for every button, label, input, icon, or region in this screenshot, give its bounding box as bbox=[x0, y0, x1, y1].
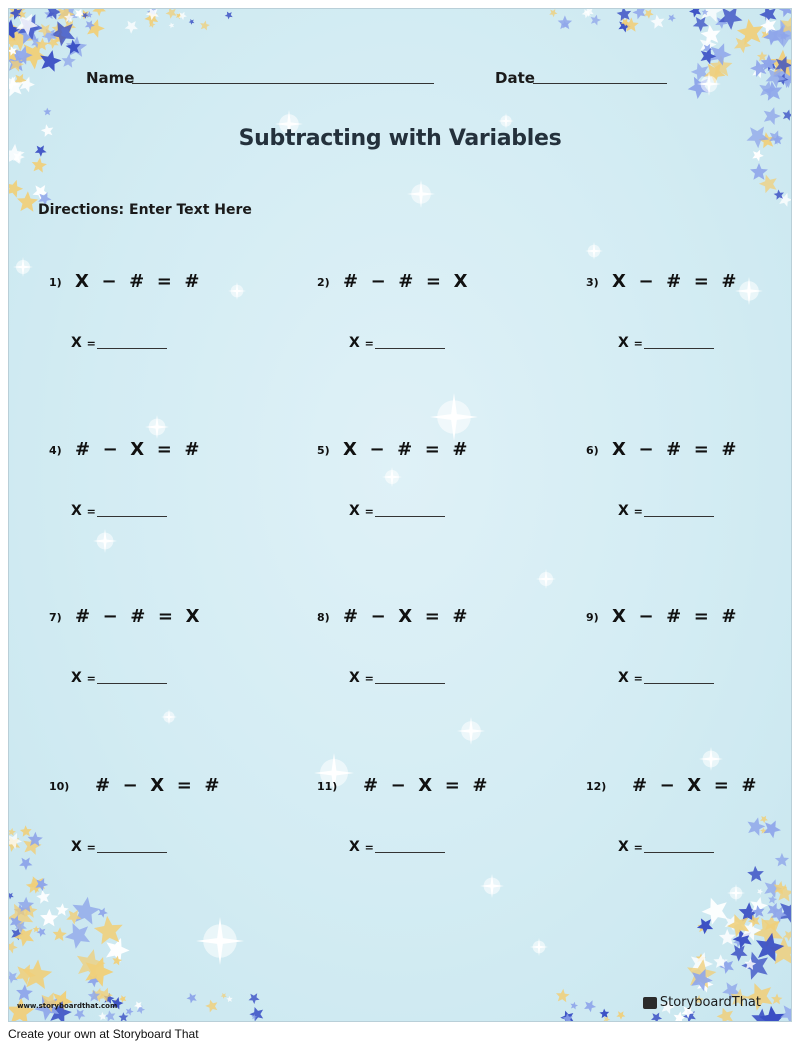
problem-3 bbox=[586, 271, 792, 411]
term-b: # bbox=[666, 606, 682, 627]
star-icon bbox=[225, 12, 233, 20]
equals-sign: = bbox=[156, 271, 172, 292]
term-b: # bbox=[666, 439, 682, 460]
minus-sign: − bbox=[638, 606, 654, 627]
term-c: # bbox=[721, 271, 737, 292]
star-icon bbox=[166, 9, 177, 19]
star-icon bbox=[650, 15, 664, 29]
star-icon bbox=[710, 43, 732, 65]
answer-label bbox=[71, 335, 96, 351]
star-icon bbox=[556, 989, 570, 1002]
equation bbox=[343, 271, 467, 292]
term-a: X bbox=[612, 439, 626, 460]
star-icon bbox=[616, 1011, 625, 1020]
answer-line[interactable] bbox=[97, 348, 167, 349]
answer-label bbox=[71, 839, 96, 855]
answer-line[interactable] bbox=[644, 516, 714, 517]
problem-number: 3) bbox=[586, 276, 599, 289]
minus-sign: − bbox=[370, 606, 386, 627]
equals-sign: = bbox=[713, 775, 729, 796]
sparkle-icon bbox=[13, 257, 33, 277]
term-c: # bbox=[204, 775, 220, 796]
equation bbox=[363, 775, 487, 796]
term-a: X bbox=[343, 439, 357, 460]
problem-10 bbox=[49, 775, 309, 915]
star-icon bbox=[32, 158, 47, 173]
answer-variable: X bbox=[618, 839, 629, 855]
star-icon bbox=[43, 108, 51, 116]
term-b: # bbox=[398, 271, 414, 292]
minus-sign: − bbox=[370, 271, 386, 292]
problem-number: 7) bbox=[49, 611, 62, 624]
star-icon bbox=[750, 163, 768, 180]
minus-sign: − bbox=[122, 775, 138, 796]
star-icon bbox=[741, 952, 768, 980]
star-icon bbox=[778, 9, 791, 17]
star-icon bbox=[9, 828, 16, 836]
star-icon bbox=[693, 17, 709, 32]
answer-variable: X bbox=[618, 335, 629, 351]
answer-equals: = bbox=[633, 841, 643, 854]
equation bbox=[95, 775, 219, 796]
star-icon bbox=[774, 190, 784, 200]
equation bbox=[612, 271, 736, 292]
equation bbox=[612, 439, 736, 460]
term-b: # bbox=[129, 271, 145, 292]
term-b: X bbox=[150, 775, 165, 796]
answer-variable: X bbox=[71, 839, 82, 855]
star-icon bbox=[92, 9, 106, 16]
answer-label bbox=[618, 670, 643, 686]
star-icon bbox=[40, 50, 61, 72]
answer-line[interactable] bbox=[375, 852, 445, 853]
star-icon bbox=[200, 21, 210, 31]
sparkle-icon bbox=[699, 747, 723, 771]
directions-text: Directions: Enter Text Here bbox=[38, 202, 252, 218]
star-icon bbox=[20, 825, 32, 837]
page-title: Subtracting with Variables bbox=[238, 126, 562, 151]
answer-variable: X bbox=[349, 839, 360, 855]
term-c: # bbox=[184, 439, 200, 460]
term-c: # bbox=[472, 775, 488, 796]
star-icon bbox=[752, 150, 764, 162]
answer-label bbox=[71, 670, 96, 686]
star-icon bbox=[74, 1009, 85, 1020]
equals-sign: = bbox=[156, 439, 172, 460]
star-icon bbox=[549, 9, 557, 17]
equals-sign: = bbox=[693, 271, 709, 292]
star-icon bbox=[249, 993, 260, 1004]
equation bbox=[75, 606, 199, 627]
star-icon bbox=[125, 21, 138, 34]
star-icon bbox=[764, 107, 781, 125]
term-b: X bbox=[130, 439, 145, 460]
star-icon bbox=[19, 858, 32, 871]
answer-equals: = bbox=[364, 337, 374, 350]
answer-line[interactable] bbox=[97, 516, 167, 517]
problem-number: 2) bbox=[317, 276, 330, 289]
problem-11 bbox=[317, 775, 577, 915]
sparkle-icon bbox=[196, 917, 244, 965]
answer-label bbox=[618, 839, 643, 855]
term-a: # bbox=[95, 775, 111, 796]
star-icon bbox=[53, 927, 67, 941]
website-label: www.storyboardthat.com bbox=[17, 1002, 118, 1010]
star-icon bbox=[689, 9, 701, 17]
star-icon bbox=[189, 19, 195, 25]
answer-label bbox=[349, 503, 374, 519]
term-c: X bbox=[185, 606, 200, 627]
problem-number: 9) bbox=[586, 611, 599, 624]
sparkle-icon bbox=[145, 415, 169, 439]
minus-sign: − bbox=[102, 606, 118, 627]
answer-label bbox=[71, 503, 96, 519]
answer-equals: = bbox=[364, 841, 374, 854]
term-a: X bbox=[612, 271, 626, 292]
problem-2 bbox=[317, 271, 577, 411]
term-c: # bbox=[721, 606, 737, 627]
answer-equals: = bbox=[633, 672, 643, 685]
equals-sign: = bbox=[693, 439, 709, 460]
term-c: # bbox=[452, 439, 468, 460]
answer-label bbox=[349, 335, 374, 351]
date-label: Date bbox=[495, 69, 535, 87]
answer-variable: X bbox=[349, 670, 360, 686]
sparkle-icon bbox=[407, 180, 435, 208]
storyboard-logo bbox=[643, 995, 761, 1010]
answer-line[interactable] bbox=[644, 852, 714, 853]
equation bbox=[343, 606, 467, 627]
equals-sign: = bbox=[425, 271, 442, 292]
term-a: # bbox=[632, 775, 648, 796]
problem-number: 10) bbox=[49, 780, 70, 793]
star-icon bbox=[570, 1002, 578, 1010]
star-icon bbox=[757, 51, 767, 61]
star-icon bbox=[65, 923, 90, 949]
problem-number: 1) bbox=[49, 276, 62, 289]
answer-line[interactable] bbox=[644, 348, 714, 349]
problem-4 bbox=[49, 439, 309, 579]
term-b: X bbox=[418, 775, 433, 796]
problem-8 bbox=[317, 606, 577, 746]
answer-variable: X bbox=[71, 670, 82, 686]
logo-text: StoryboardThat bbox=[659, 995, 761, 1010]
sparkle-icon bbox=[530, 938, 548, 956]
term-b: # bbox=[397, 439, 413, 460]
star-icon bbox=[104, 1010, 115, 1021]
answer-line[interactable] bbox=[375, 516, 445, 517]
minus-sign: − bbox=[638, 439, 654, 460]
answer-label bbox=[349, 670, 374, 686]
answer-label bbox=[618, 503, 643, 519]
term-b: # bbox=[666, 271, 682, 292]
equals-sign: = bbox=[693, 606, 709, 627]
answer-variable: X bbox=[349, 335, 360, 351]
equation bbox=[632, 775, 756, 796]
term-a: # bbox=[343, 606, 359, 627]
star-icon bbox=[730, 945, 747, 962]
minus-sign: − bbox=[369, 439, 385, 460]
problem-1 bbox=[49, 271, 309, 411]
answer-line[interactable] bbox=[375, 348, 445, 349]
equation bbox=[612, 606, 736, 627]
minus-sign: − bbox=[102, 439, 118, 460]
worksheet bbox=[8, 8, 792, 1022]
problem-7 bbox=[49, 606, 309, 746]
star-icon bbox=[94, 916, 123, 945]
footer-text[interactable]: Create your own at Storyboard That bbox=[8, 1027, 199, 1041]
star-icon bbox=[763, 81, 783, 100]
term-a: X bbox=[612, 606, 626, 627]
star-icon bbox=[205, 1000, 217, 1013]
problem-12 bbox=[586, 775, 792, 915]
problem-number: 5) bbox=[317, 444, 330, 457]
answer-variable: X bbox=[349, 503, 360, 519]
answer-variable: X bbox=[71, 335, 82, 351]
term-b: # bbox=[130, 606, 146, 627]
term-a: # bbox=[343, 271, 359, 292]
term-a: # bbox=[363, 775, 379, 796]
star-icon bbox=[62, 54, 76, 68]
star-icon bbox=[226, 996, 232, 1002]
answer-line[interactable] bbox=[375, 683, 445, 684]
answer-label bbox=[618, 335, 643, 351]
sparkle-icon bbox=[585, 242, 603, 260]
term-c: # bbox=[184, 271, 200, 292]
answer-equals: = bbox=[86, 672, 96, 685]
answer-variable: X bbox=[71, 503, 82, 519]
answer-equals: = bbox=[633, 337, 643, 350]
star-icon bbox=[9, 941, 18, 954]
star-icon bbox=[584, 1000, 596, 1012]
answer-equals: = bbox=[86, 337, 96, 350]
equals-sign: = bbox=[444, 775, 460, 796]
star-icon bbox=[780, 1005, 791, 1021]
star-icon bbox=[719, 929, 736, 945]
star-icon bbox=[783, 110, 791, 121]
name-field-line[interactable] bbox=[132, 83, 434, 84]
star-icon bbox=[9, 893, 14, 900]
star-icon bbox=[9, 971, 18, 983]
star-icon bbox=[632, 9, 645, 19]
minus-sign: − bbox=[638, 271, 654, 292]
star-icon bbox=[651, 1013, 662, 1022]
answer-line[interactable] bbox=[97, 683, 167, 684]
problem-9 bbox=[586, 606, 792, 746]
minus-sign: − bbox=[101, 271, 117, 292]
term-c: # bbox=[741, 775, 757, 796]
answer-equals: = bbox=[86, 841, 96, 854]
problem-5 bbox=[317, 439, 577, 579]
equation bbox=[343, 439, 467, 460]
term-b: X bbox=[398, 606, 413, 627]
problem-number: 12) bbox=[586, 780, 607, 793]
problem-number: 6) bbox=[586, 444, 599, 457]
equation bbox=[75, 439, 199, 460]
problem-6 bbox=[586, 439, 792, 579]
star-icon bbox=[771, 993, 782, 1004]
equation bbox=[75, 271, 199, 292]
star-icon bbox=[169, 23, 175, 29]
answer-equals: = bbox=[86, 505, 96, 518]
star-icon bbox=[668, 14, 676, 22]
answer-equals: = bbox=[364, 672, 374, 685]
term-b: X bbox=[687, 775, 702, 796]
storyboard-logo-icon bbox=[643, 997, 657, 1009]
term-a: X bbox=[75, 271, 89, 292]
problem-number: 8) bbox=[317, 611, 330, 624]
star-icon bbox=[644, 9, 654, 19]
star-icon bbox=[16, 984, 33, 1000]
answer-equals: = bbox=[364, 505, 374, 518]
problem-number: 4) bbox=[49, 444, 62, 457]
equals-sign: = bbox=[424, 439, 440, 460]
term-c: # bbox=[721, 439, 737, 460]
star-icon bbox=[14, 927, 34, 947]
answer-label bbox=[349, 839, 374, 855]
equals-sign: = bbox=[157, 606, 174, 627]
equals-sign: = bbox=[424, 606, 440, 627]
star-icon bbox=[126, 1008, 134, 1016]
star-icon bbox=[249, 1007, 263, 1021]
minus-sign: − bbox=[390, 775, 406, 796]
answer-equals: = bbox=[633, 505, 643, 518]
answer-line[interactable] bbox=[97, 852, 167, 853]
term-c: # bbox=[452, 606, 468, 627]
answer-variable: X bbox=[618, 503, 629, 519]
star-icon bbox=[187, 993, 197, 1003]
answer-line[interactable] bbox=[644, 683, 714, 684]
name-label: Name bbox=[86, 69, 135, 87]
star-icon bbox=[9, 180, 23, 198]
star-icon bbox=[36, 890, 50, 904]
star-icon bbox=[617, 9, 632, 21]
star-icon bbox=[221, 993, 227, 999]
term-a: # bbox=[75, 439, 91, 460]
term-a: # bbox=[75, 606, 91, 627]
minus-sign: − bbox=[659, 775, 675, 796]
answer-variable: X bbox=[618, 670, 629, 686]
term-c: X bbox=[453, 271, 468, 292]
date-field-line[interactable] bbox=[533, 83, 667, 84]
problem-number: 11) bbox=[317, 780, 338, 793]
star-icon bbox=[119, 995, 126, 1003]
equals-sign: = bbox=[176, 775, 192, 796]
star-icon bbox=[591, 15, 602, 26]
